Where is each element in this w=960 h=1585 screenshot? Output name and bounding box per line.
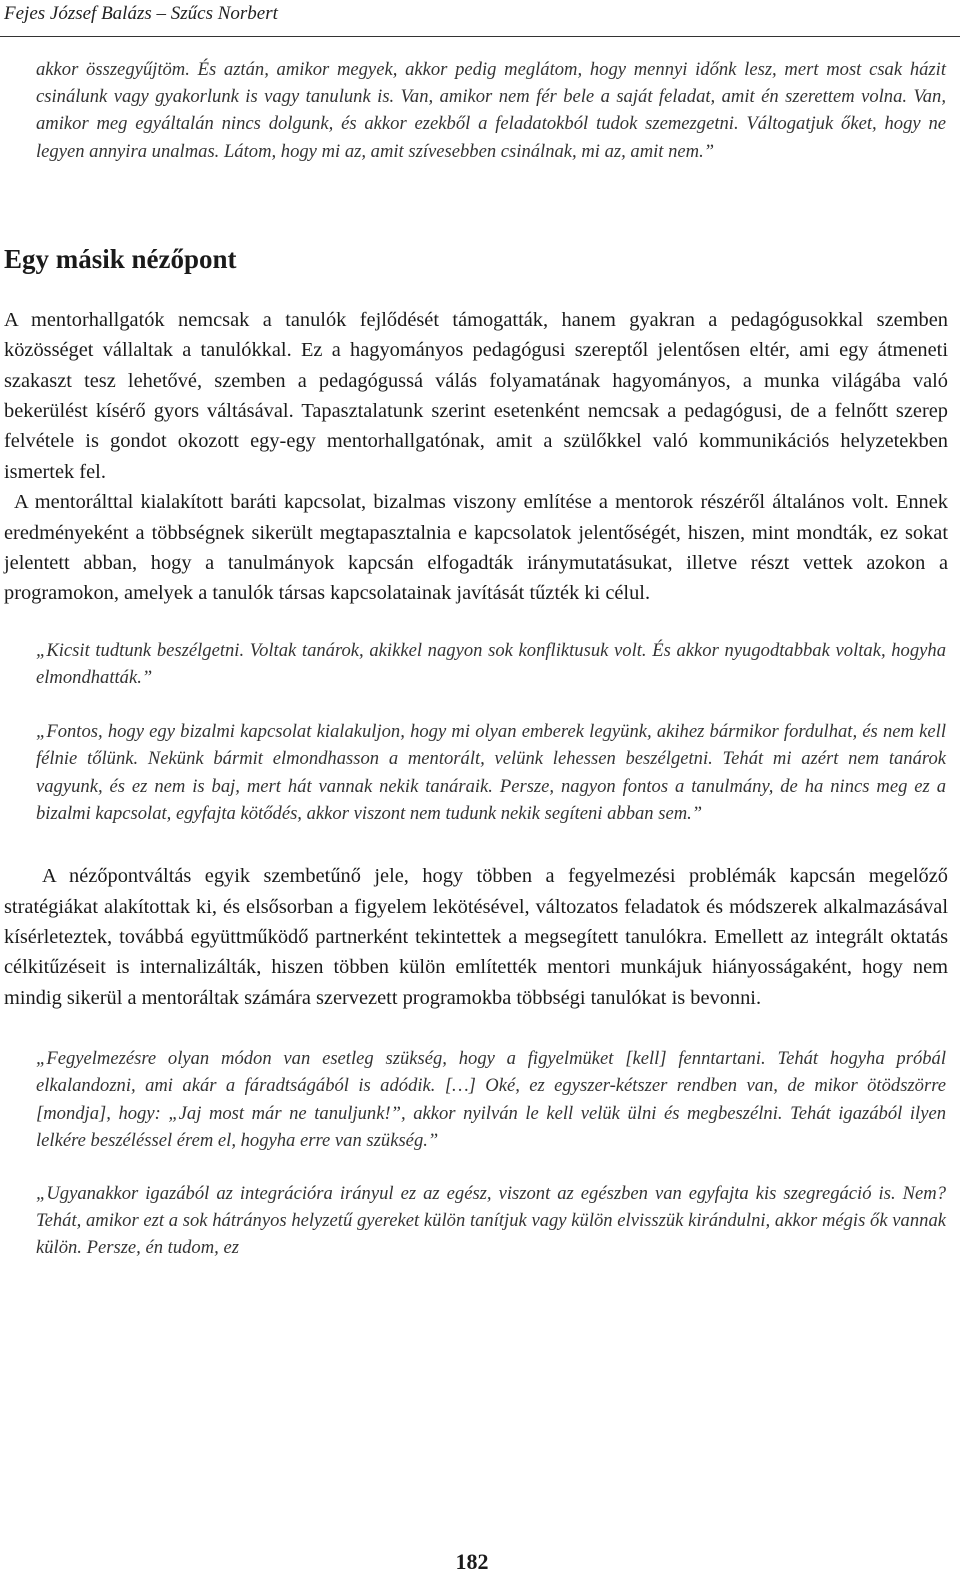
block-quote-continued: akkor összegyűjtöm. És aztán, amikor megyek, akkor pedig meglátom, hogy mennyi időnk lesz, mert most csak házit csinálunk vagy gyakorlunk is vagy tanulunk is. Van, amikor nem fér bele a saját feladat, amit én szerettem volna. Van, amikor meg egyáltalán nincs dolgunk, és akkor ezekből a feladatokból tudok szemezgetni. Váltogatjuk őket, hogy ne legyen annyira unalmas. Látom, hogy mi az, amit szívesebben csinálnak, mi az, amit nem.” bbox=[36, 59, 946, 162]
page-number: 182 bbox=[455, 1549, 489, 1574]
interview-quote-2: „Fontos, hogy egy bizalmi kapcsolat kialakuljon, hogy mi olyan emberek legyünk, akihez bármikor fordulhat, és nem kell félnie tőlünk. Nekünk bármit elmondhasson a mentorált, velünk lehessen beszélgetni. Tehát mi azért nem tanárok vagyunk, és ez nem is baj, mert hát vannak nekik tanáraik. Persze, nagyon fontos a tanulmány, de ha nincs meg ez a bizalmi kapcsolat, egyfajta kötődés, akkor viszont nem tudunk nekik segíteni abban sem.” bbox=[36, 721, 946, 824]
interview-quote-3: „Fegyelmezésre olyan módon van esetleg szükség, hogy a figyelmüket [kell] fenntartani. Tehát hogyha próbál elkalandozni, ami akár a fáradtságából is adódik. […] Oké, ez egyszer-kétszer rendben van, de mikor ötödszörre [mondja], hogy: „Jaj most már ne tanuljunk!”, akkor nyilván le kell velük ülni és megbeszélni. Tehát igazából ilyen lelkére beszéléssel érem el, hogyha erre van szükség.” bbox=[36, 1048, 946, 1151]
running-header: Fejes József Balázs – Szűcs Norbert bbox=[4, 3, 278, 24]
header-rule bbox=[0, 36, 960, 37]
body-paragraph-3: A nézőpontváltás egyik szembetűnő jele, hogy többen a fegyelmezési problémák kapcsán megelőző stratégiákat alakítottak ki, és elsősorban a figyelem lekötésével, változatos feladatok és módszerek alkalmazásával kísérleteztek, továbbá együttműködő partnerként tekintettek a megsegített tanulókra. Emellett az integrált oktatás célkitűzéseit is internalizálták, hiszen többen külön említették mentori munkájuk hiányosságaként, hogy nem mindig sikerül a mentoráltak számára szervezett programokba többségi tanulókat is bevonni. bbox=[4, 865, 948, 1009]
section-heading: Egy másik nézőpont bbox=[4, 243, 237, 274]
interview-quote-1: „Kicsit tudtunk beszélgetni. Voltak tanárok, akikkel nagyon sok konfliktusuk volt. És akkor nyugodtabbak voltak, hogyha elmondhatták.” bbox=[36, 639, 946, 689]
interview-quote-4: „Ugyanakkor igazából az integrációra irányul ez az egész, viszont az egészben van egyfajta kis szegregáció is. Nem? Tehát, amikor ezt a sok hátrányos helyzetű gyereket külön tanítjuk vagy külön elvisszük kirándulni, akkor mégis ők vannak külön. Persze, én tudom, ez bbox=[36, 1182, 946, 1259]
body-paragraph-1: A mentorhallgatók nemcsak a tanulók fejlődését támogatták, hanem gyakran a pedagógusokkal szemben közösséget vállaltak a tanulókkal. Ez a hagyományos pedagógusi szereptől jelentősen eltér, ami egy átmeneti szakaszt tesz lehetővé, szemben a pedagógussá válás folyamatának hagyományos, a munka világába való bekerülést kísérő gyors váltásával. Tapasztalatunk szerint esetenként nemcsak a pedagógusi, de a felnőtt szerep felvétele is gondot okozott egy-egy mentorhallgatónak, amit a szülőkkel való kommunikációs helyzetekben ismertek fel. bbox=[4, 308, 948, 483]
body-paragraph-2: A mentorálttal kialakított baráti kapcsolat, bizalmas viszony említése a mentorok részéről általános volt. Ennek eredményeként a többségnek sikerült megtapasztalnia e kapcsolatok jelentőségét, hiszen, mint mondták, ez sokat jelentett abban, hogy a tanulmányok kapcsán elfogadták iránymutatásukat, illetve részt vettek azokon a programokon, amelyek a tanulók társas kapcsolatainak javítását tűzték ki célul. bbox=[4, 491, 948, 605]
page-content bbox=[4, 56, 948, 1262]
